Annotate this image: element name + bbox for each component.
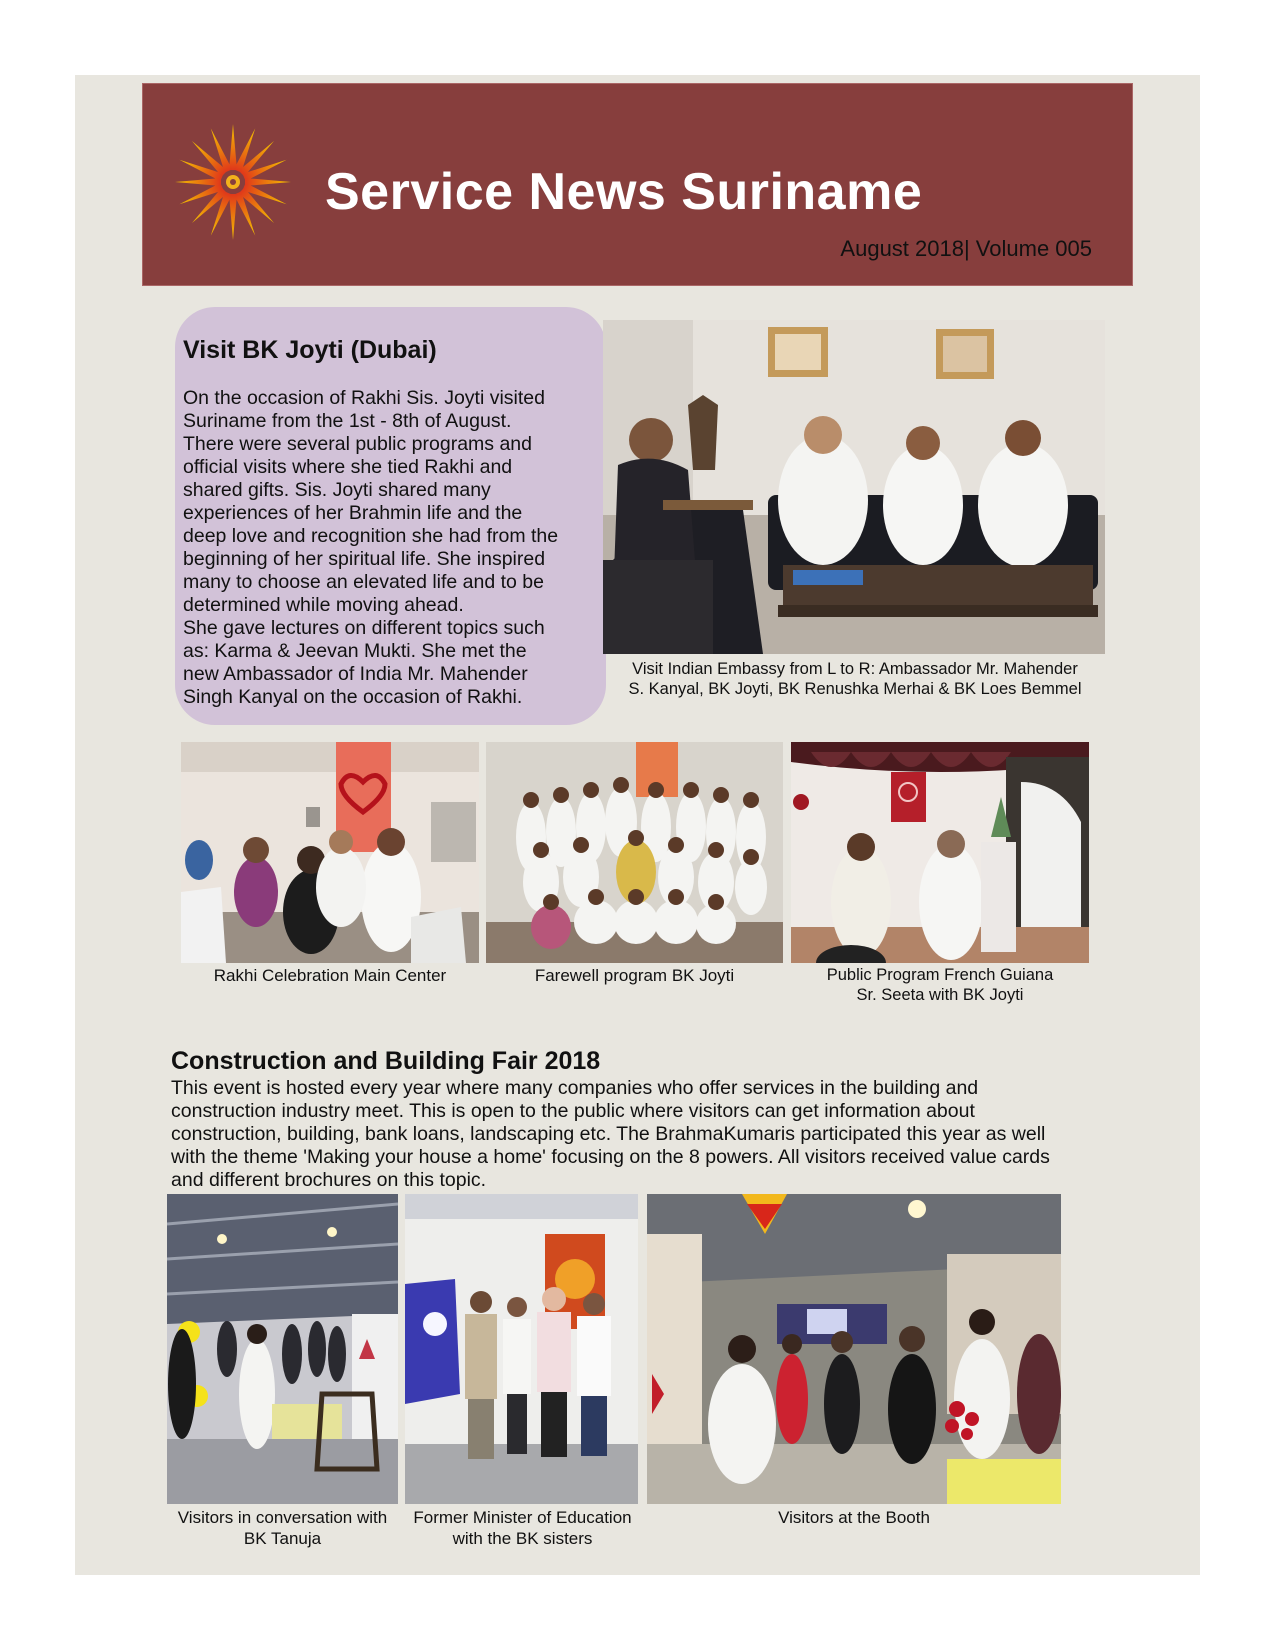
french-guiana-program-photo <box>791 742 1089 963</box>
visit-article-body: On the occasion of Rakhi Sis. Joyti visited Suriname from the 1st - 8th of August. There were several public programs and official visits where she tied Rakhi and shared gifts. Sis. Joyti shared many experiences of her Brahmin life and the deep love and recognition she had from the beginning of her spiritual life. She inspired many to choose an elevated life and to be determined while moving ahead. She gave lectures on different topics such as: Karma & Jeevan Mukti. She met the new Ambassador of India Mr. Mahender Singh Kanyal on the occasion of Rakhi. <box>183 387 559 708</box>
visitors-caption-line1: Visitors in conversation with <box>177 1508 388 1527</box>
embassy-photo <box>603 320 1105 654</box>
fair-article-body: This event is hosted every year where many companies who offer services in the building and construction industry meet. This is open to the public where visitors can get information about construction, building, bank loans, landscaping etc. The BrahmaKumaris participated this year as well with the theme 'Making your house a home' focusing on the 8 powers. All visitors received value cards and different brochures on this topic. <box>171 1077 1050 1191</box>
embassy-caption-line1: Visit Indian Embassy from L to R: Ambassador Mr. Mahender <box>632 660 1078 678</box>
embassy-caption-line2: S. Kanyal, BK Joyti, BK Renushka Merhai & BK Loes Bemmel <box>628 680 1082 698</box>
sun-burst-logo-icon <box>173 112 293 252</box>
farewell-caption: Farewell program BK Joyti <box>534 966 735 985</box>
guiana-caption-line2: Sr. Seeta with BK Joyti <box>856 986 1024 1004</box>
visitors-caption-line2: BK Tanuja <box>243 1529 322 1548</box>
rakhi-celebration-photo <box>181 742 479 963</box>
newsletter-header <box>142 83 1133 286</box>
rakhi-caption: Rakhi Celebration Main Center <box>213 966 447 985</box>
logo-ray <box>175 178 221 186</box>
issue-date-volume: August 2018| Volume 005 <box>840 236 1092 261</box>
visitors-tanuja-photo <box>167 1194 398 1504</box>
guiana-caption-line1: Public Program French Guiana <box>826 966 1054 984</box>
visitors-booth-photo <box>647 1194 1061 1504</box>
logo-ray <box>245 178 291 186</box>
logo-ray <box>229 194 237 240</box>
visit-article-title: Visit BK Joyti (Dubai) <box>183 336 437 364</box>
newsletter-title: Service News Suriname <box>325 163 923 221</box>
minister-caption-line2: with the BK sisters <box>452 1529 593 1548</box>
logo-ray <box>229 124 237 170</box>
minister-caption-line1: Former Minister of Education <box>413 1508 632 1527</box>
farewell-program-photo <box>486 742 783 963</box>
fair-article-title: Construction and Building Fair 2018 <box>171 1047 601 1075</box>
former-minister-photo <box>405 1194 638 1504</box>
booth-caption: Visitors at the Booth <box>778 1508 930 1527</box>
